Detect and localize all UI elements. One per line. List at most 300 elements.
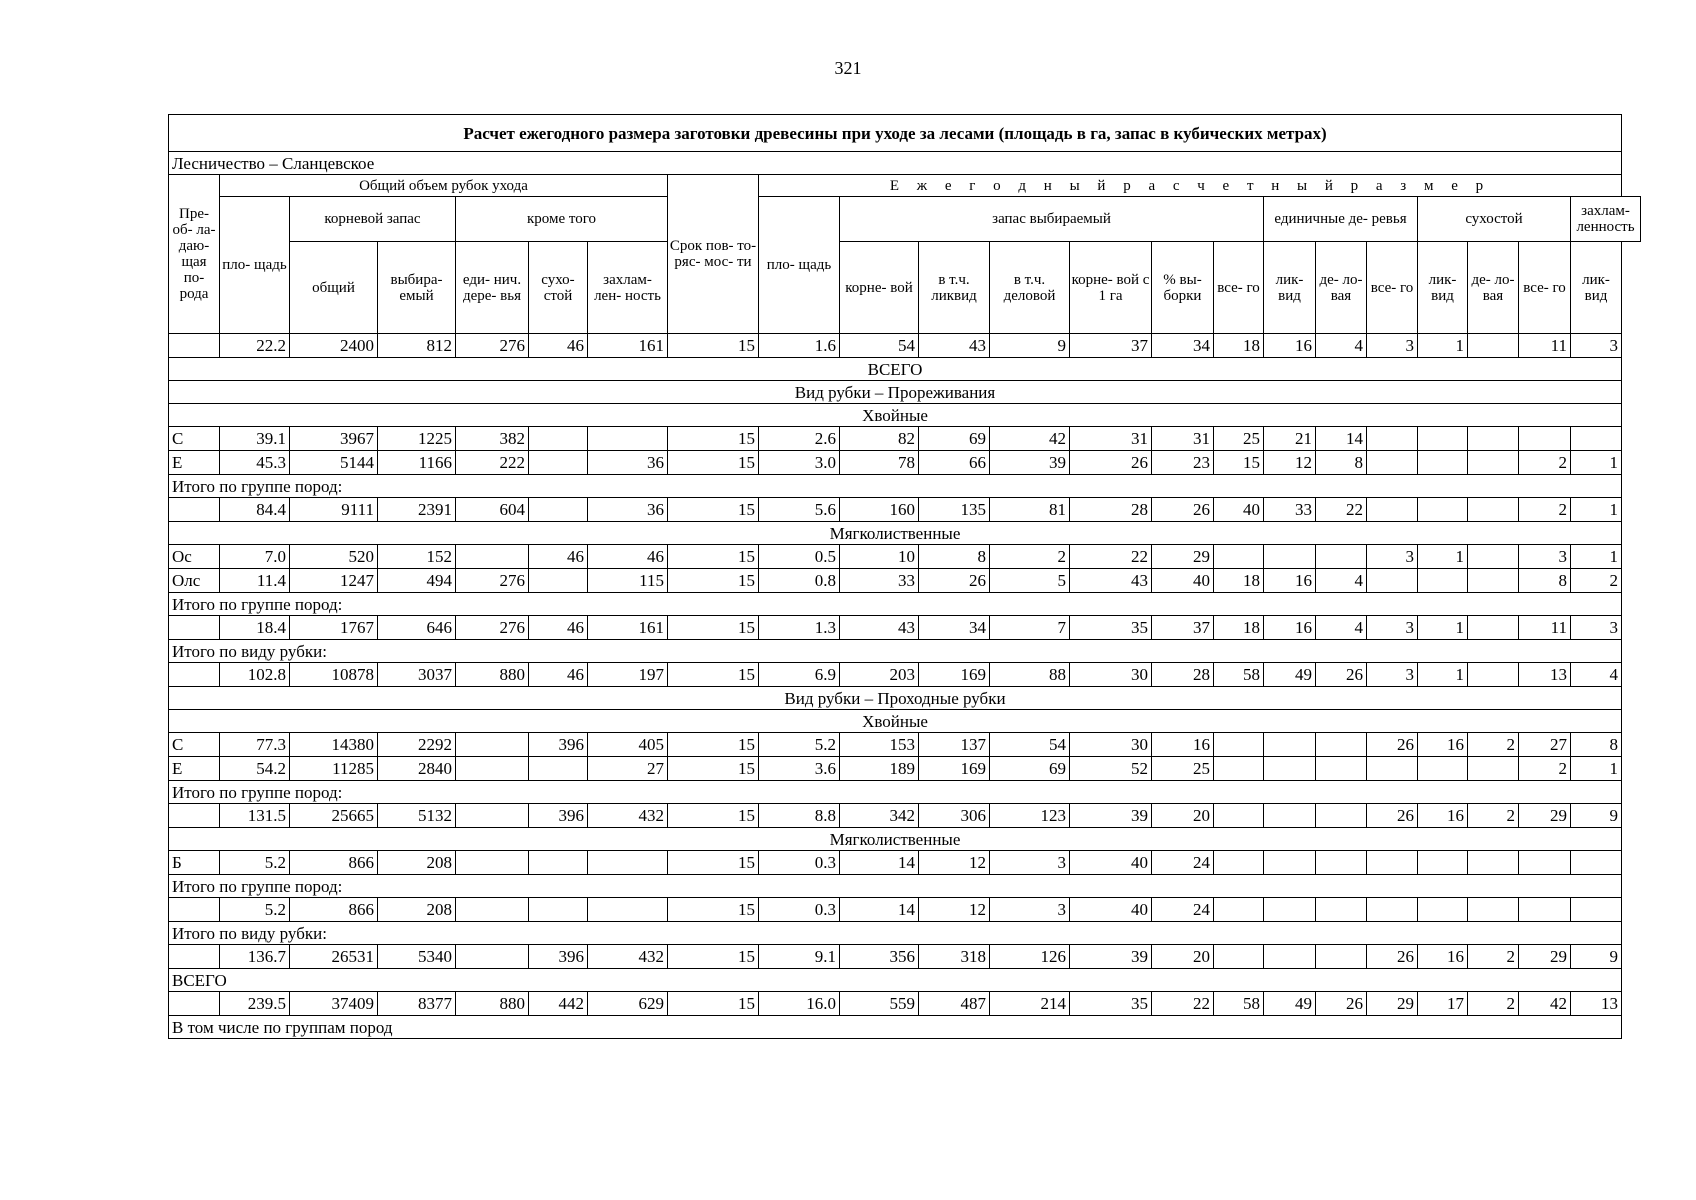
value-cell	[1316, 945, 1367, 969]
value-cell: 34	[919, 616, 990, 640]
value-cell: 29	[1367, 992, 1418, 1016]
value-cell: 3	[990, 851, 1070, 875]
value-cell: 17	[1418, 992, 1468, 1016]
header-annual-size: Е ж е г о д н ы й р а с ч е т н ы й р а з м е р	[759, 175, 1622, 197]
forestry-name: Лесничество – Сланцевское	[169, 152, 1622, 175]
value-cell: 1	[1571, 498, 1622, 522]
value-cell: 49	[1264, 663, 1316, 687]
value-cell: 25	[1152, 757, 1214, 781]
value-cell: 30	[1070, 663, 1152, 687]
value-cell: 15	[668, 898, 759, 922]
page-number: 321	[834, 58, 862, 78]
section-row	[169, 404, 1641, 427]
subtotal-label: Итого по группе пород:	[169, 875, 1622, 898]
section-row	[169, 687, 1641, 710]
value-cell: 40	[1070, 851, 1152, 875]
value-cell: 27	[588, 757, 668, 781]
value-cell: 1166	[378, 451, 456, 475]
section-row	[169, 358, 1641, 381]
species-cell: С	[169, 427, 220, 451]
value-cell: 2	[1571, 569, 1622, 593]
value-cell: 11	[1519, 334, 1571, 358]
value-cell: 84.4	[220, 498, 290, 522]
value-cell: 15	[668, 451, 759, 475]
value-cell	[1468, 757, 1519, 781]
header-root-selected: выбира- емый	[378, 242, 456, 334]
value-cell	[1468, 569, 1519, 593]
value-cell: 487	[919, 992, 990, 1016]
value-cell: 2	[990, 545, 1070, 569]
value-cell: 3	[1367, 545, 1418, 569]
value-cell: 26	[1367, 945, 1418, 969]
value-cell: 276	[456, 616, 529, 640]
value-cell: 2	[1468, 992, 1519, 1016]
value-cell: 15	[1214, 451, 1264, 475]
subtotal-label-row	[169, 969, 1641, 992]
value-cell: 37	[1152, 616, 1214, 640]
value-cell: 16.0	[759, 992, 840, 1016]
value-cell: 1	[1571, 545, 1622, 569]
value-cell	[1571, 851, 1622, 875]
value-cell: 16	[1152, 733, 1214, 757]
value-cell: 16	[1418, 733, 1468, 757]
value-cell: 646	[378, 616, 456, 640]
value-cell: 12	[919, 898, 990, 922]
value-cell	[588, 851, 668, 875]
value-cell: 40	[1152, 569, 1214, 593]
value-cell	[1316, 804, 1367, 828]
value-cell: 46	[588, 545, 668, 569]
value-cell	[456, 804, 529, 828]
value-cell: 3	[1367, 334, 1418, 358]
subtotal-label-row	[169, 593, 1641, 616]
value-cell: 49	[1264, 992, 1316, 1016]
value-cell: 15	[668, 757, 759, 781]
value-cell: 10	[840, 545, 919, 569]
subtotal-label: Итого по виду рубки:	[169, 640, 1622, 663]
value-cell: 3	[1367, 616, 1418, 640]
value-cell	[1418, 898, 1468, 922]
value-cell: 160	[840, 498, 919, 522]
species-cell	[169, 804, 220, 828]
section-heading: Мягколиственные	[169, 828, 1622, 851]
value-cell: 3037	[378, 663, 456, 687]
value-cell	[1468, 545, 1519, 569]
subtotal-label-row	[169, 475, 1641, 498]
value-cell: 36	[588, 451, 668, 475]
value-cell: 27	[1519, 733, 1571, 757]
value-cell: 26	[1316, 992, 1367, 1016]
value-cell: 12	[919, 851, 990, 875]
value-cell	[1418, 569, 1468, 593]
value-cell: 26531	[290, 945, 378, 969]
value-cell	[1519, 427, 1571, 451]
value-cell: 78	[840, 451, 919, 475]
header-deadwood-business: де- ло- вая	[1468, 242, 1519, 334]
value-cell: 24	[1152, 898, 1214, 922]
table-row	[169, 451, 1641, 475]
value-cell	[1468, 663, 1519, 687]
table-row	[169, 851, 1641, 875]
value-cell: 88	[990, 663, 1070, 687]
value-cell: 22	[1070, 545, 1152, 569]
value-cell	[1367, 851, 1418, 875]
value-cell	[1367, 569, 1418, 593]
value-cell: 15	[668, 945, 759, 969]
value-cell: 29	[1519, 945, 1571, 969]
value-cell: 29	[1519, 804, 1571, 828]
value-cell: 25	[1214, 427, 1264, 451]
value-cell: 629	[588, 992, 668, 1016]
table-row	[169, 498, 1641, 522]
value-cell	[529, 898, 588, 922]
subtotal-label: Итого по группе пород:	[169, 781, 1622, 804]
value-cell: 18.4	[220, 616, 290, 640]
value-cell	[456, 945, 529, 969]
value-cell: 9	[1571, 945, 1622, 969]
value-cell	[1571, 427, 1622, 451]
value-cell: 2292	[378, 733, 456, 757]
value-cell: 189	[840, 757, 919, 781]
subtotal-label-row	[169, 875, 1641, 898]
value-cell: 15	[668, 334, 759, 358]
header-species: Пре- об- ла- даю- щая по- рода	[169, 175, 220, 334]
value-cell: 16	[1264, 616, 1316, 640]
value-cell: 58	[1214, 992, 1264, 1016]
value-cell: 520	[290, 545, 378, 569]
value-cell: 18	[1214, 569, 1264, 593]
value-cell: 15	[668, 663, 759, 687]
value-cell: 276	[456, 334, 529, 358]
value-cell	[1316, 898, 1367, 922]
value-cell: 52	[1070, 757, 1152, 781]
value-cell: 26	[1367, 804, 1418, 828]
value-cell: 39.1	[220, 427, 290, 451]
value-cell: 1225	[378, 427, 456, 451]
value-cell: 37409	[290, 992, 378, 1016]
value-cell: 1	[1571, 757, 1622, 781]
harvest-calculation-table	[168, 114, 1641, 1039]
value-cell: 28	[1152, 663, 1214, 687]
value-cell: 43	[840, 616, 919, 640]
value-cell: 33	[1264, 498, 1316, 522]
value-cell: 2400	[290, 334, 378, 358]
value-cell: 169	[919, 663, 990, 687]
value-cell: 31	[1070, 427, 1152, 451]
header-root-per-ha: корне- вой с 1 га	[1070, 242, 1152, 334]
value-cell	[1418, 451, 1468, 475]
value-cell: 16	[1264, 569, 1316, 593]
section-heading: Хвойные	[169, 404, 1622, 427]
value-cell: 1	[1571, 451, 1622, 475]
value-cell	[456, 851, 529, 875]
species-cell	[169, 945, 220, 969]
value-cell: 137	[919, 733, 990, 757]
header-root: корне- вой	[840, 242, 919, 334]
header-deadwood-total: все- го	[1367, 242, 1418, 334]
value-cell: 4	[1316, 334, 1367, 358]
subtotal-label-row	[169, 640, 1641, 663]
species-cell: С	[169, 733, 220, 757]
value-cell: 102.8	[220, 663, 290, 687]
table-row	[169, 616, 1641, 640]
value-cell: 866	[290, 851, 378, 875]
value-cell	[1214, 945, 1264, 969]
value-cell	[1418, 498, 1468, 522]
header-repeat-period: Срок пов- то- ряс- мос- ти	[668, 175, 759, 334]
value-cell: 203	[840, 663, 919, 687]
value-cell: 15	[668, 851, 759, 875]
value-cell: 18	[1214, 334, 1264, 358]
value-cell: 15	[668, 804, 759, 828]
value-cell: 46	[529, 663, 588, 687]
value-cell: 8.8	[759, 804, 840, 828]
value-cell: 5.6	[759, 498, 840, 522]
value-cell: 20	[1152, 804, 1214, 828]
species-cell	[169, 334, 220, 358]
value-cell: 43	[1070, 569, 1152, 593]
section-heading: ВСЕГО	[169, 358, 1622, 381]
species-cell: Олс	[169, 569, 220, 593]
value-cell	[529, 757, 588, 781]
value-cell: 36	[588, 498, 668, 522]
subtotal-label-row	[169, 781, 1641, 804]
subtotal-label-row	[169, 922, 1641, 945]
header-deadwood-liquid: лик- вид	[1418, 242, 1468, 334]
value-cell	[1519, 898, 1571, 922]
value-cell: 7	[990, 616, 1070, 640]
value-cell: 39	[990, 451, 1070, 475]
value-cell: 25665	[290, 804, 378, 828]
value-cell	[1264, 733, 1316, 757]
value-cell: 30	[1070, 733, 1152, 757]
value-cell	[1264, 898, 1316, 922]
value-cell: 14	[840, 898, 919, 922]
header-root-stock: корневой запас	[290, 197, 456, 242]
value-cell: 208	[378, 851, 456, 875]
header-incl-business: в т.ч. деловой	[990, 242, 1070, 334]
value-cell: 35	[1070, 992, 1152, 1016]
value-cell: 880	[456, 663, 529, 687]
value-cell: 26	[1316, 663, 1367, 687]
table-row	[169, 945, 1641, 969]
table-row	[169, 334, 1641, 358]
value-cell: 5.2	[759, 733, 840, 757]
value-cell: 15	[668, 733, 759, 757]
value-cell: 26	[1070, 451, 1152, 475]
value-cell: 26	[1367, 733, 1418, 757]
value-cell: 222	[456, 451, 529, 475]
value-cell: 318	[919, 945, 990, 969]
table-row	[169, 545, 1641, 569]
value-cell: 14	[840, 851, 919, 875]
value-cell: 54.2	[220, 757, 290, 781]
value-cell: 1	[1418, 663, 1468, 687]
value-cell	[588, 427, 668, 451]
value-cell: 11285	[290, 757, 378, 781]
value-cell: 54	[840, 334, 919, 358]
value-cell: 442	[529, 992, 588, 1016]
value-cell: 1767	[290, 616, 378, 640]
value-cell	[1418, 757, 1468, 781]
subtotal-label-row	[169, 1016, 1641, 1039]
value-cell: 135	[919, 498, 990, 522]
value-cell: 1.6	[759, 334, 840, 358]
value-cell: 197	[588, 663, 668, 687]
value-cell: 5	[990, 569, 1070, 593]
header-single-trees-group: единичные де- ревья	[1264, 197, 1418, 242]
value-cell: 10878	[290, 663, 378, 687]
table-row	[169, 992, 1641, 1016]
value-cell	[1214, 804, 1264, 828]
subtotal-label: В том числе по группам пород	[169, 1016, 1622, 1039]
value-cell: 396	[529, 733, 588, 757]
header-single-trees: еди- нич. дере- вья	[456, 242, 529, 334]
value-cell: 33	[840, 569, 919, 593]
value-cell: 9.1	[759, 945, 840, 969]
value-cell: 153	[840, 733, 919, 757]
header-percent-selection: % вы- борки	[1152, 242, 1214, 334]
value-cell: 40	[1214, 498, 1264, 522]
value-cell: 0.3	[759, 898, 840, 922]
value-cell: 22	[1152, 992, 1214, 1016]
value-cell	[529, 498, 588, 522]
species-cell	[169, 898, 220, 922]
value-cell: 9	[990, 334, 1070, 358]
species-cell	[169, 616, 220, 640]
value-cell: 2840	[378, 757, 456, 781]
table-row	[169, 427, 1641, 451]
value-cell	[456, 898, 529, 922]
value-cell	[1214, 757, 1264, 781]
value-cell: 2	[1468, 733, 1519, 757]
value-cell: 2391	[378, 498, 456, 522]
value-cell: 2	[1519, 757, 1571, 781]
value-cell: 161	[588, 334, 668, 358]
section-row	[169, 710, 1641, 733]
value-cell: 29	[1152, 545, 1214, 569]
section-heading: Вид рубки – Прореживания	[169, 381, 1622, 404]
subtotal-label: Итого по виду рубки:	[169, 922, 1622, 945]
subtotal-label: Итого по группе пород:	[169, 593, 1622, 616]
header-litter: захлам- лен- ность	[588, 242, 668, 334]
value-cell	[1468, 498, 1519, 522]
value-cell: 2	[1519, 451, 1571, 475]
value-cell: 16	[1418, 945, 1468, 969]
table-row	[169, 663, 1641, 687]
value-cell	[1367, 451, 1418, 475]
value-cell	[1468, 851, 1519, 875]
section-row	[169, 828, 1641, 851]
value-cell	[529, 427, 588, 451]
value-cell: 8	[1571, 733, 1622, 757]
value-cell: 46	[529, 334, 588, 358]
value-cell: 54	[990, 733, 1070, 757]
value-cell	[1316, 545, 1367, 569]
value-cell	[1468, 898, 1519, 922]
value-cell: 432	[588, 804, 668, 828]
value-cell: 12	[1264, 451, 1316, 475]
species-cell: Б	[169, 851, 220, 875]
value-cell: 169	[919, 757, 990, 781]
header-incl-liquid: в т.ч. ликвид	[919, 242, 990, 334]
value-cell: 24	[1152, 851, 1214, 875]
header-root-total: общий	[290, 242, 378, 334]
value-cell: 2.6	[759, 427, 840, 451]
value-cell: 432	[588, 945, 668, 969]
subtotal-label: Итого по группе пород:	[169, 475, 1622, 498]
value-cell: 45.3	[220, 451, 290, 475]
value-cell: 1247	[290, 569, 378, 593]
species-cell	[169, 663, 220, 687]
header-single-business: де- ло- вая	[1316, 242, 1367, 334]
value-cell: 5340	[378, 945, 456, 969]
value-cell: 5.2	[220, 851, 290, 875]
value-cell: 9	[1571, 804, 1622, 828]
value-cell: 13	[1571, 992, 1622, 1016]
value-cell: 5144	[290, 451, 378, 475]
value-cell: 31	[1152, 427, 1214, 451]
value-cell: 8377	[378, 992, 456, 1016]
value-cell: 42	[1519, 992, 1571, 1016]
value-cell	[456, 545, 529, 569]
value-cell: 15	[668, 992, 759, 1016]
value-cell: 46	[529, 545, 588, 569]
header-annual-area: пло- щадь	[759, 197, 840, 334]
value-cell	[1316, 733, 1367, 757]
value-cell: 4	[1316, 616, 1367, 640]
value-cell: 21	[1264, 427, 1316, 451]
value-cell: 16	[1418, 804, 1468, 828]
value-cell: 115	[588, 569, 668, 593]
value-cell	[1468, 427, 1519, 451]
value-cell	[1264, 804, 1316, 828]
value-cell: 131.5	[220, 804, 290, 828]
value-cell: 276	[456, 569, 529, 593]
value-cell: 42	[990, 427, 1070, 451]
header-total-volume: Общий объем рубок ухода	[220, 175, 668, 197]
value-cell: 342	[840, 804, 919, 828]
value-cell: 43	[919, 334, 990, 358]
value-cell: 37	[1070, 334, 1152, 358]
header-single-total: все- го	[1214, 242, 1264, 334]
species-cell: Ос	[169, 545, 220, 569]
value-cell	[1367, 757, 1418, 781]
value-cell: 559	[840, 992, 919, 1016]
value-cell: 77.3	[220, 733, 290, 757]
value-cell: 28	[1070, 498, 1152, 522]
value-cell: 8	[1316, 451, 1367, 475]
value-cell: 2	[1468, 945, 1519, 969]
section-heading: Вид рубки – Проходные рубки	[169, 687, 1622, 710]
value-cell: 396	[529, 945, 588, 969]
value-cell: 4	[1571, 663, 1622, 687]
value-cell: 26	[919, 569, 990, 593]
value-cell	[1468, 334, 1519, 358]
value-cell: 6.9	[759, 663, 840, 687]
value-cell: 82	[840, 427, 919, 451]
value-cell	[1468, 616, 1519, 640]
value-cell: 3.6	[759, 757, 840, 781]
value-cell: 40	[1070, 898, 1152, 922]
value-cell	[456, 733, 529, 757]
value-cell: 58	[1214, 663, 1264, 687]
value-cell: 0.3	[759, 851, 840, 875]
value-cell: 46	[529, 616, 588, 640]
value-cell: 306	[919, 804, 990, 828]
species-cell: Е	[169, 451, 220, 475]
value-cell: 23	[1152, 451, 1214, 475]
